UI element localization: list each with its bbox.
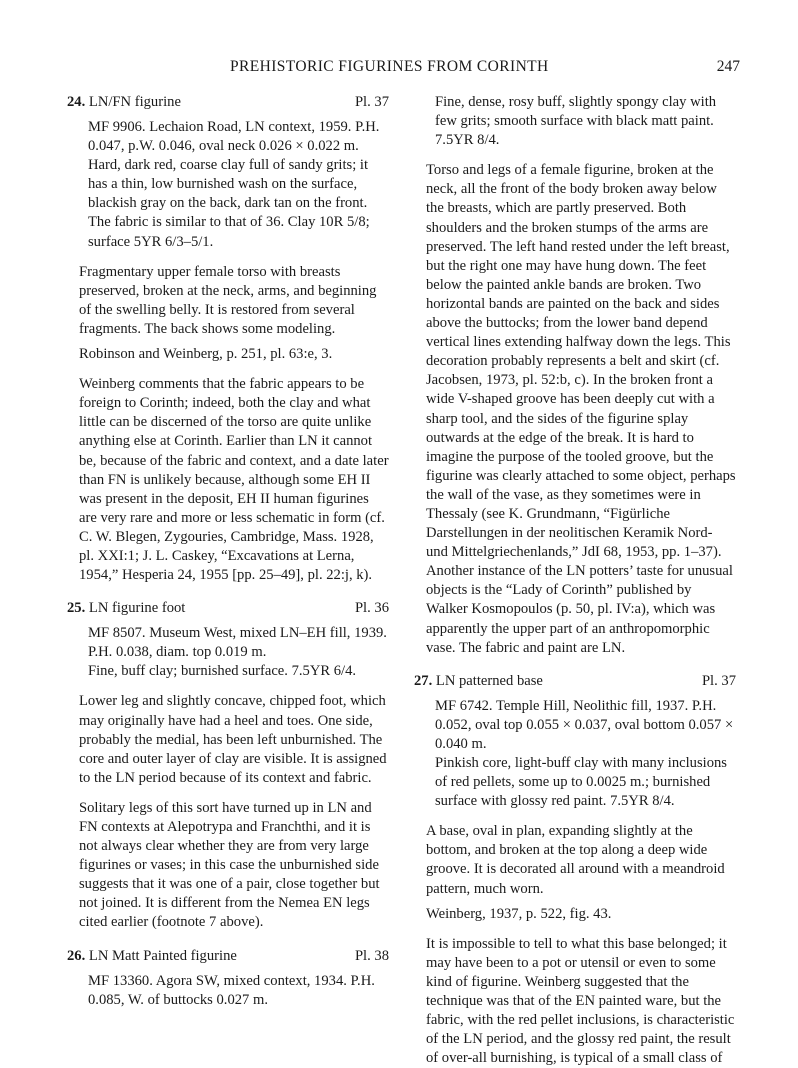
entry-number: 24. — [67, 94, 86, 110]
description-paragraph: Torso and legs of a female figurine, broken at the neck, all the front of the body broken away below the breasts, which are partly preserved. Both shoulders and the broken stumps of the arms are preserved. The left hand rested under the left breast, but the right one may have hung down. The feet below the painted ankle bands are broken. Two horizontal bands are painted on the back and sides above the buttocks; from the lower band depend vertical lines extending halfway down the legs. This decoration probably represents a belt and skirt (cf. Jacobsen, 1973, pl. 52:b, c). In the broken front a wide V-shaped groove has been deeply cut with a sharp tool, and the sides of the figurine splay outwards at the edge of the break. It is hard to imagine the purpose of the tooled groove, but the figurine was clearly attached to some object, perhaps the wall of the vase, as they sometimes were in Thessaly (see K. Grundmann, “Figürliche Darstellungen in der neolitischen Keramik Nord- und Mittelgriechenlands,” JdI 68, 1953, pp. 1–37). Another instance of the LN potters’ taste for unusual objects is the “Lady of Corinth” published by Walker Kosmopoulos (p. 50, pl. IV:a), which was apparently the upper part of an anthropomorphic vase. The fabric and paint are LN. — [426, 162, 736, 656]
catalogue-fabric-continued: Fine, dense, rosy buff, slightly spongy clay with few grits; smooth surface with black matt paint. 7.5YR 8/4. — [435, 94, 717, 149]
catalogue-data: MF 13360. Agora SW, mixed context, 1934. P.H. 0.085, W. of buttocks 0.027 m. — [88, 972, 375, 1008]
plate-ref: Pl. 37 — [354, 94, 389, 110]
left-column — [67, 93, 389, 1010]
entry-title: LN patterned base — [435, 672, 543, 689]
description-paragraph: Fragmentary upper female torso with breasts preserved, broken at the neck, arms, and beginning of the swelling belly. It is restored from several fragments. The back shows some modeling. — [79, 263, 377, 337]
commentary-paragraph: Solitary legs of this sort have turned up in LN and FN contexts at Alepotrypa and Franchthi, and it is not always clear whether they are from very large figurines or vases; in this case the unburnished side suggests that it was one of a pair, close together but not joined. It is different from the Nemea EN legs cited earlier (footnote 7 above). — [79, 799, 380, 931]
entry-number: 25. — [67, 600, 86, 617]
catalogue-data: MF 6742. Temple Hill, Neolithic fill, 1937. P.H. 0.052, oval top 0.055 × 0.037, oval bottom 0.057 × 0.040 m. — [435, 697, 734, 752]
plate-ref: Pl. 36 — [354, 600, 389, 617]
description-paragraph: A base, oval in plan, expanding slightly at the bottom, and broken at the top along a deep wide groove. It is decorated all around with a meandroid pattern, much worn. — [426, 823, 725, 897]
catalogue-fabric: Fine, buff clay; burnished surface. 7.5YR 6/4. — [88, 663, 357, 680]
entry-heading-27 — [414, 672, 736, 691]
entry-heading-24 — [67, 93, 389, 112]
running-head — [0, 58, 798, 78]
catalogue-data: MF 8507. Museum West, mixed LN–EH fill, 1939. P.H. 0.038, diam. top 0.019 m. — [88, 625, 387, 661]
entry-title: LN figurine foot — [88, 600, 186, 617]
right-column — [414, 93, 736, 1068]
page-number: 247 — [716, 58, 740, 75]
running-title: PREHISTORIC FIGURINES FROM CORINTH — [230, 58, 549, 75]
description-paragraph: Lower leg and slightly concave, chipped foot, which may originally have had a heel and toes. One side, probably the medial, has been left unburnished. The core and outer layer of clay are visible. It is assigned to the LN period because of its context and fabric. — [79, 693, 387, 786]
plate-ref: Pl. 37 — [701, 672, 736, 689]
entry-heading-25 — [67, 599, 389, 618]
entry-heading-26 — [67, 947, 389, 966]
entry-number: 26. — [67, 947, 86, 964]
commentary-paragraph: Weinberg comments that the fabric appears to be foreign to Corinth; indeed, both the clay and what little can be discerned of the torso are quite unlike anything else at Corinth. Earlier than LN it cannot be, because of the fabric and context, and a date later than FN is unlikely because, although some EH II was present in the deposit, EH II human figurines are very rare and more or less schematic in form (cf. C. W. Blegen, Zygouries, Cambridge, Mass. 1928, pl. XXI:1; J. L. Caskey, “Excavations at Lerna, 1954,” Hesperia 24, 1955 [pp. 25–49], pl. 22:j, k). — [79, 376, 389, 584]
entry-number: 27. — [414, 672, 433, 689]
catalogue-fabric: Pinkish core, light-buff clay with many inclusions of red pellets, some up to 0.0025 m.; burnished surface with glossy red paint. 7.5YR 8/4. — [435, 755, 727, 810]
bibliography: Weinberg, 1937, p. 522, fig. 43. — [426, 905, 612, 922]
catalogue-data: MF 9906. Lechaion Road, LN context, 1959. P.H. 0.047, p.W. 0.046, oval neck 0.026 × 0.022 m. — [88, 119, 380, 155]
bibliography: Robinson and Weinberg, p. 251, pl. 63:e, 3. — [79, 346, 333, 363]
catalogue-fabric: Hard, dark red, coarse clay full of sandy grits; it has a thin, low burnished wash on the surface, blackish gray on the back, dark tan on the front. The fabric is similar to that of 36. Clay 10R 5/8; surface 5YR 6/3–5/1. — [88, 157, 370, 250]
commentary-paragraph: It is impossible to tell to what this base belonged; it may have been to a pot or utensil or even to some kind of figurine. Weinberg suggested that the technique was that of the EN painted ware, but the fabric, with the red pellet inclusions, is characteristic of the LN period, and the glossy red paint, the result of over-all burnishing, is typical of a small class of — [426, 935, 735, 1067]
entry-title: LN Matt Painted figurine — [88, 947, 237, 964]
plate-ref: Pl. 38 — [354, 947, 389, 964]
entry-title: LN/FN figurine — [88, 94, 181, 110]
